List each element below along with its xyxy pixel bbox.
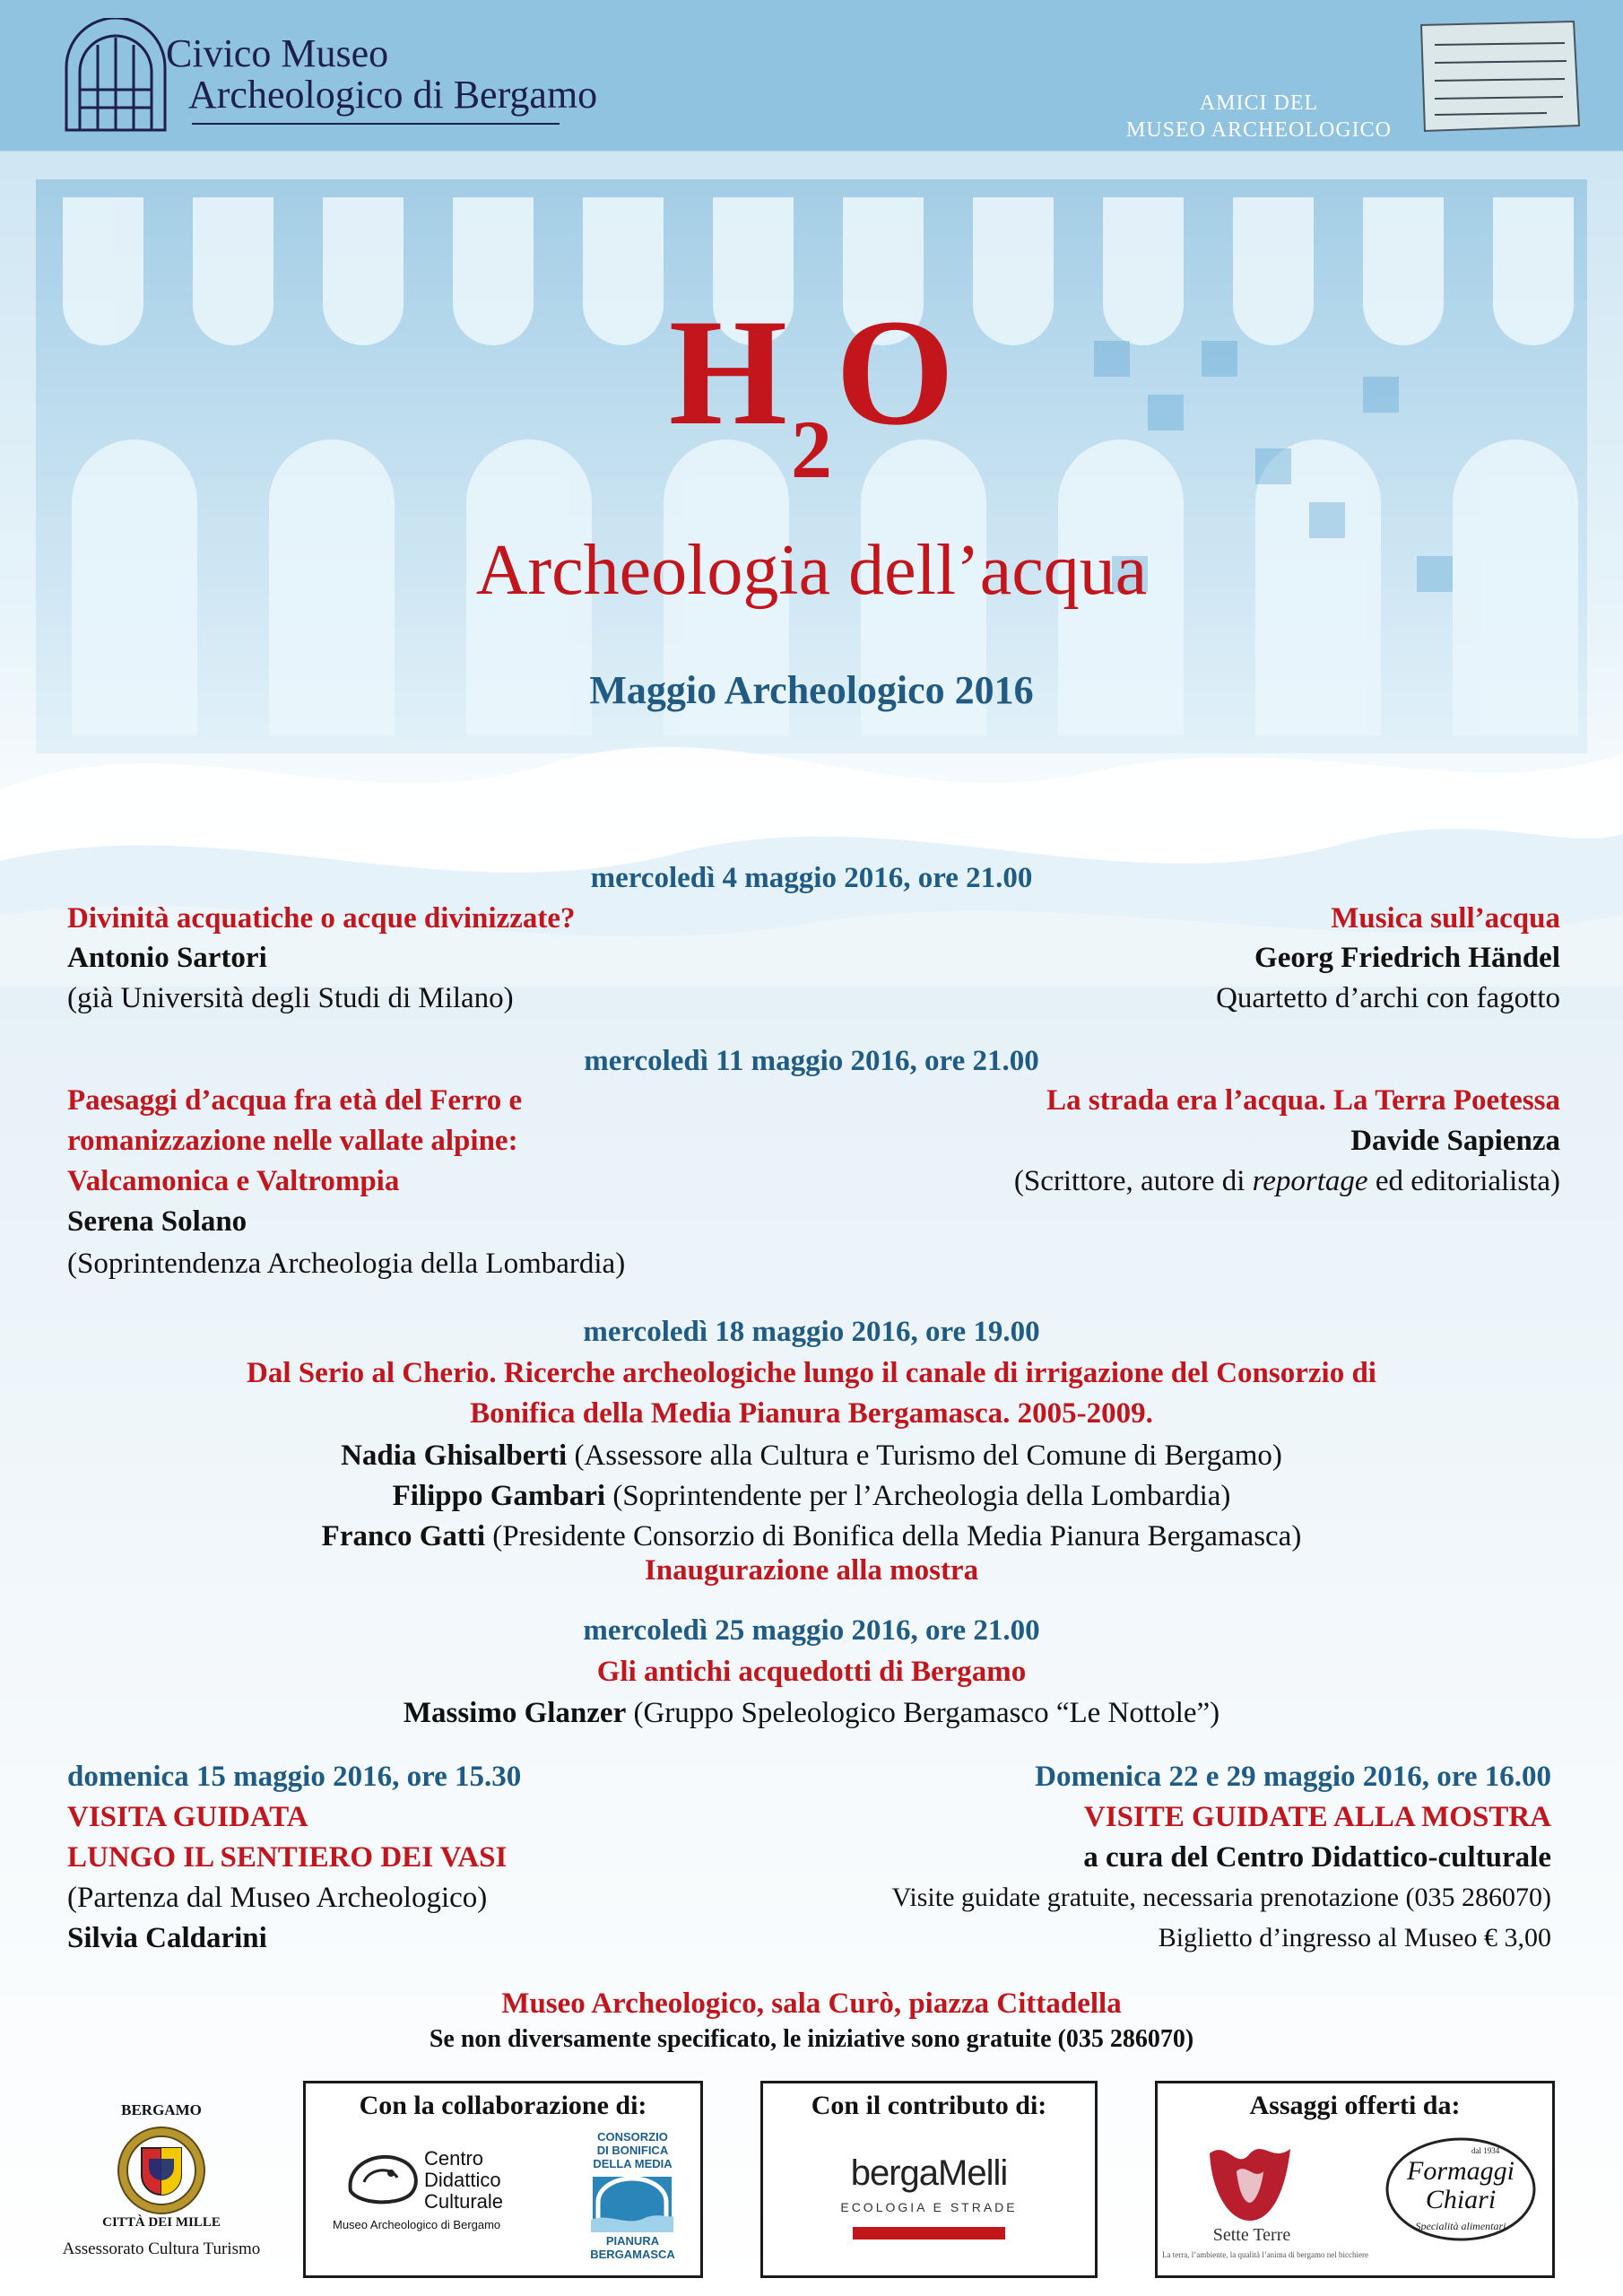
event5-date: domenica 15 maggio 2016, ore 15.30: [67, 1761, 522, 1793]
event3-speaker3: Franco Gatti (Presidente Consorzio di Bonifica della Media Pianura Bergamasca): [321, 1520, 1302, 1552]
venue-place: Museo Archeologico, sala Curò, piazza Cittadella: [501, 1987, 1122, 2020]
event4-speaker: Massimo Glanzer (Gruppo Speleologico Bergamasco “Le Nottole”): [403, 1697, 1220, 1729]
event2-left-title-line1: Paesaggi d’acqua fra età del Ferro e: [67, 1084, 523, 1117]
formaggi-chiari-subtitle: Specialità alimentari: [1415, 2220, 1506, 2232]
event3-note: Inaugurazione alla mostra: [644, 1554, 979, 1587]
centro-didattico-name: Centro Didattico Culturale: [424, 2147, 504, 2213]
event1-date: mercoledì 4 maggio 2016, ore 21.00: [590, 862, 1033, 894]
event1-right-title: Musica sull’acqua: [1331, 902, 1560, 935]
collaboration-label: Con la collaborazione di:: [359, 2091, 647, 2120]
event2-right-affiliation: (Scrittore, autore di reportage ed editorialista): [1013, 1165, 1560, 1197]
event5-title-line2: LUNGO IL SENTIERO DEI VASI: [67, 1841, 508, 1874]
tasting-label: Assaggi offerti da:: [1249, 2091, 1461, 2120]
event3-date: mercoledì 18 maggio 2016, ore 19.00: [583, 1316, 1040, 1348]
consorzio-bottom-text: PIANURA BERGAMASCA: [590, 2234, 675, 2261]
event3-speaker2: Filippo Gambari (Soprintendente per l’Archeologia della Lombardia): [392, 1480, 1231, 1512]
event6-ticket: Biglietto d’ingresso al Museo € 3,00: [1158, 1923, 1551, 1952]
event-series-subtitle: Maggio Archeologico 2016: [589, 668, 1034, 712]
sette-terre-caption: La terra, l’ambiente, la qualità l’anima di bergamo nel bicchiere: [1162, 2250, 1368, 2259]
consorzio-name: CONSORZIO DI BONIFICA DELLA MEDIA: [593, 2130, 673, 2170]
event6-title: VISITE GUIDATE ALLA MOSTRA: [1083, 1801, 1551, 1833]
bergamelli-subtitle: ECOLOGIA E STRADE: [840, 2200, 1018, 2214]
amici-label: AMICI DEL MUSEO ARCHEOLOGICO: [1125, 91, 1392, 142]
crest-top-text: BERGAMO: [121, 2101, 202, 2118]
bergamo-crest-icon: [108, 2121, 215, 2220]
event2-left-title-line3: Valcamonica e Valtrompia: [67, 1165, 400, 1197]
event5-title-line1: VISITA GUIDATA: [67, 1801, 308, 1833]
centro-didattico-caption: Museo Archeologico di Bergamo: [333, 2218, 501, 2231]
event2-right-title: La strada era l’acqua. La Terra Poetessa: [1046, 1084, 1560, 1117]
event2-left-affiliation: (Soprintendenza Archeologia della Lombardia): [67, 1248, 626, 1280]
event5-affiliation: (Partenza dal Museo Archeologico): [67, 1882, 488, 1914]
event1-right-affiliation: Quartetto d’archi con fagotto: [1216, 982, 1560, 1014]
bergamelli-bar: [853, 2227, 1005, 2239]
event2-left-title-line2: romanizzazione nelle vallate alpine:: [67, 1125, 518, 1157]
event1-left-title: Divinità acquatiche o acque divinizzate?: [67, 902, 576, 935]
event6-date: Domenica 22 e 29 maggio 2016, ore 16.00: [1035, 1761, 1551, 1793]
event3-title-line1: Dal Serio al Cherio. Ricerche archeologiche lungo il canale di irrigazione del Consorzio di: [247, 1357, 1376, 1389]
event2-left-speaker: Serena Solano: [67, 1205, 247, 1238]
contribution-box: [760, 2081, 1098, 2278]
formaggi-chiari-established: dal 1934: [1471, 2146, 1500, 2155]
event1-left-affiliation: (già Università degli Studi di Milano): [67, 982, 514, 1014]
bergamelli-logo: bergaMelli: [850, 2153, 1008, 2193]
event2-right-speaker: Davide Sapienza: [1350, 1125, 1560, 1157]
crest-caption: Assessorato Cultura Turismo: [62, 2239, 261, 2258]
museum-name-line2: Archeologico di Bergamo: [188, 73, 598, 117]
event1-right-speaker: Georg Friedrich Händel: [1254, 942, 1560, 974]
event6-info: Visite guidate gratuite, necessaria prenotazione (035 286070): [891, 1883, 1551, 1912]
tasting-box: [1155, 2081, 1555, 2278]
collaboration-box: [303, 2081, 703, 2278]
contribution-label: Con il contributo di:: [811, 2091, 1047, 2120]
event6-organizer: a cura del Centro Didattico-culturale: [1083, 1841, 1551, 1874]
museum-name-line1: Civico Museo: [166, 31, 389, 75]
event2-date: mercoledì 11 maggio 2016, ore 21.00: [584, 1045, 1039, 1077]
event3-speaker1: Nadia Ghisalberti (Assessore alla Cultura e Turismo del Comune di Bergamo): [341, 1439, 1282, 1472]
venue-note: Se non diversamente specificato, le iniziative sono gratuite (035 286070): [429, 2025, 1194, 2053]
formaggi-chiari-name: Formaggi Chiari: [1407, 2156, 1515, 2214]
inscription-stone-icon: [1412, 18, 1583, 135]
event1-left-speaker: Antonio Sartori: [67, 942, 267, 974]
event3-title-line2: Bonifica della Media Pianura Bergamasca. 2005-2009.: [470, 1397, 1153, 1430]
consorzio-logo-icon: [591, 2175, 673, 2232]
event4-title: Gli antichi acquedotti di Bergamo: [596, 1656, 1027, 1688]
h2o-title: $H_2O$: [668, 288, 955, 495]
sette-terre-logo-icon: [1201, 2135, 1299, 2225]
event4-date: mercoledì 25 maggio 2016, ore 21.00: [583, 1614, 1040, 1647]
main-title: Archeologia dell’acqua: [475, 531, 1148, 610]
event5-speaker: Silvia Caldarini: [67, 1922, 267, 1954]
crest-bottom-text: CITTÀ DEI MILLE: [102, 2215, 221, 2230]
sette-terre-name: Sette Terre: [1212, 2225, 1291, 2245]
centro-didattico-logo-icon: [342, 2146, 422, 2209]
